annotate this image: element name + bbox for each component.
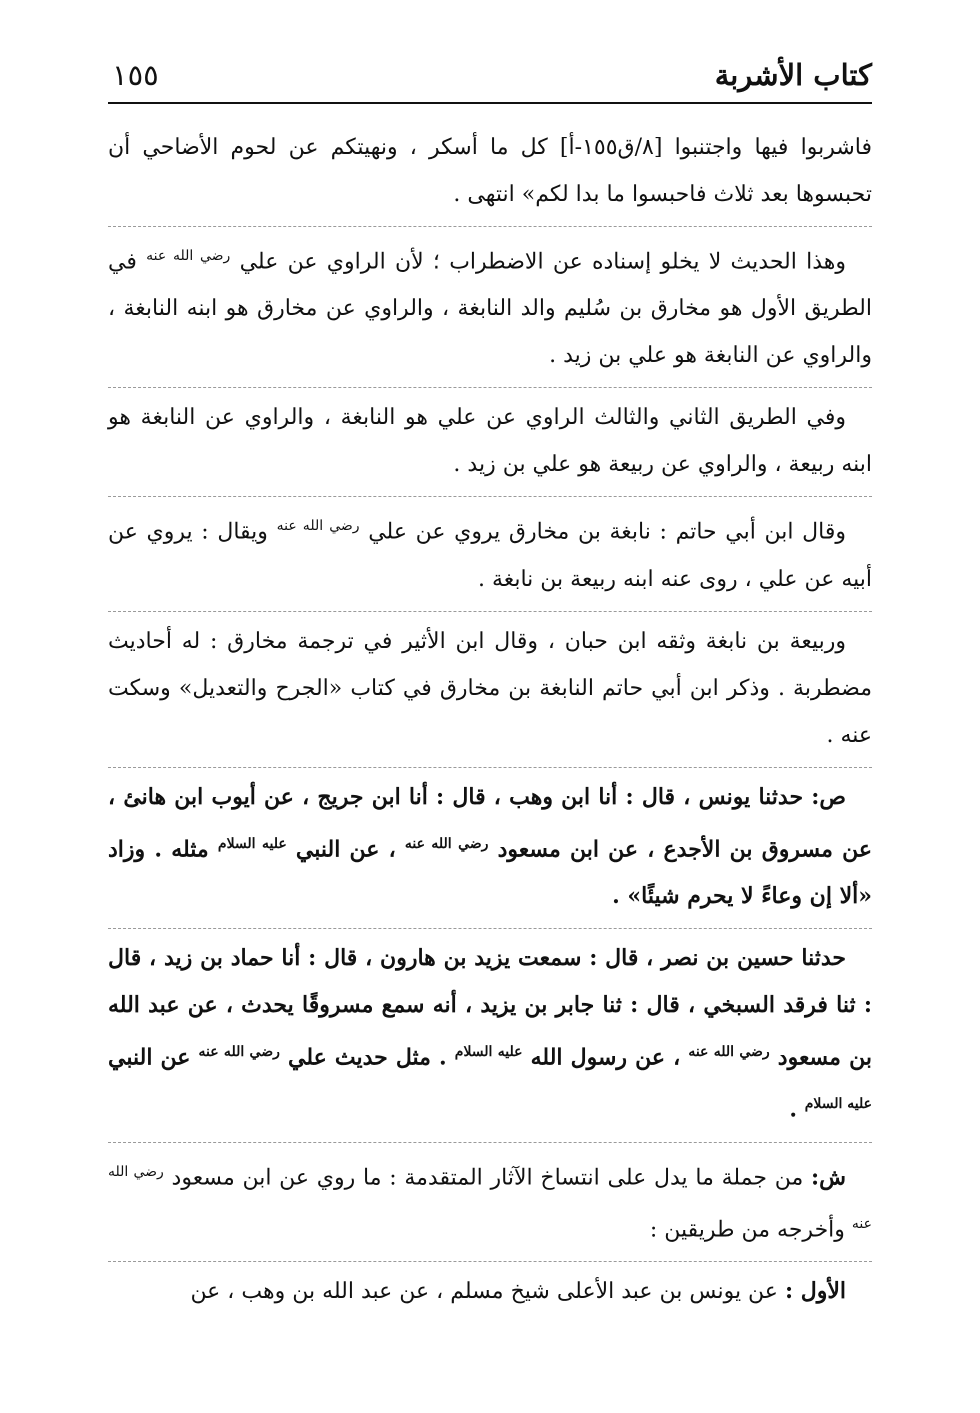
commentary-paragraph — [108, 1143, 872, 1263]
paragraph-1 — [108, 118, 872, 227]
paragraph-text: وفي الطريق الثاني والثالث الراوي عن علي هو النابغة ، والراوي عن النابغة هو ابنه ربيعة ، والراوي عن ربيعة هو علي بن زيد . — [108, 405, 872, 478]
paragraph-5 — [108, 612, 872, 768]
honorific-mark: عليه السلام — [804, 1096, 872, 1113]
paragraph-text: ، عن النبي — [295, 835, 396, 862]
paragraph-3 — [108, 388, 872, 497]
section-marker: ص: — [811, 783, 846, 810]
paragraph-text: ، عن رسول الله — [530, 1044, 681, 1071]
honorific-mark: رضي الله عنه — [404, 835, 489, 852]
paragraph-text: حدثنا يونس ، قال : أنا ابن وهب ، قال : أنا ابن جريج ، عن أيوب ابن هانئ ، عن مسروق بن الأجدع ، عن ابن مسعود — [108, 783, 873, 862]
paragraph-text: في الطريق الأول هو مخارق بن سُليم والد النابغة ، والراوي عن مخارق هو ابنه النابغة ، والراوي عن النابغة هو علي بن زيد . — [108, 249, 872, 369]
paragraph-text: ويقال : يروي عن أبيه عن علي ، روى عنه ابنه ربيعة بن نابغة . — [108, 519, 872, 592]
route-paragraph — [108, 1262, 872, 1323]
paragraph-text: . مثل حديث علي — [287, 1044, 447, 1071]
hadith-text-2 — [108, 929, 872, 1143]
honorific-mark: رضي الله عنه — [198, 1043, 280, 1060]
paragraph-text: من جملة ما يدل على انتساخ الآثار المتقدمة : ما روي عن ابن مسعود — [171, 1164, 804, 1190]
page-number: ١٥٥ — [112, 58, 159, 92]
section-marker: الأول : — [784, 1278, 846, 1305]
paragraph-text: وأخرجه من طريقين : — [649, 1217, 845, 1243]
paragraph-text: وقال ابن أبي حاتم : نابغة بن مخارق يروي عن علي — [368, 519, 847, 545]
honorific-mark: رضي الله عنه — [108, 1163, 872, 1232]
paragraph-text: وربيعة بن نابغة وثقه ابن حبان ، وقال ابن الأثير في ترجمة مخارق : له أحاديث مضطربة . وذكر ابن أبي حاتم النابغة بن مخارق في كتاب «الجرح والتعديل» وسكت عنه . — [108, 628, 872, 748]
honorific-mark: رضي الله عنه — [146, 248, 231, 264]
paragraph-text: وهذا الحديث لا يخلو إسناده عن الاضطراب ؛ لأن الراوي عن علي — [239, 249, 846, 275]
hadith-text-1 — [108, 768, 872, 929]
paragraph-text: مثله . وزاد «ألا إن وعاءً لا يحرم شيئًا» . — [108, 835, 872, 909]
book-title: كتاب الأشربة — [714, 58, 872, 92]
paragraph-text: عن النبي — [108, 1044, 191, 1071]
section-marker: ش: — [810, 1163, 846, 1190]
honorific-mark: عليه السلام — [217, 835, 287, 852]
paragraph-text: حدثنا حسين بن نصر ، قال : سمعت يزيد بن هارون ، قال : أنا حماد بن زيد ، قال : ثنا فرقد السبخي ، قال : ثنا جابر بن يزيد ، أنه سمع مسروقًا يحدث ، عن عبد الله بن مسعود — [108, 944, 872, 1071]
page-header — [108, 40, 872, 104]
paragraph-4 — [108, 497, 872, 611]
honorific-mark: عليه السلام — [454, 1043, 523, 1060]
honorific-mark: رضي الله عنه — [276, 518, 360, 535]
paragraph-text: . — [789, 1096, 798, 1123]
paragraph-text: فاشربوا فيها واجتنبوا [٨/ق١٥٥-أ] كل ما أسكر ، ونهيتكم عن لحوم الأضاحي أن تحبسوها بعد ثلاث فاحبسوا ما بدا لكم» انتهى . — [108, 135, 872, 207]
paragraph-2 — [108, 227, 872, 388]
paragraph-text: عن يونس بن عبد الأعلى شيخ مسلم ، عن عبد الله بن وهب ، عن — [190, 1279, 778, 1305]
page-body — [108, 118, 872, 1323]
honorific-mark: رضي الله عنه — [688, 1043, 770, 1060]
